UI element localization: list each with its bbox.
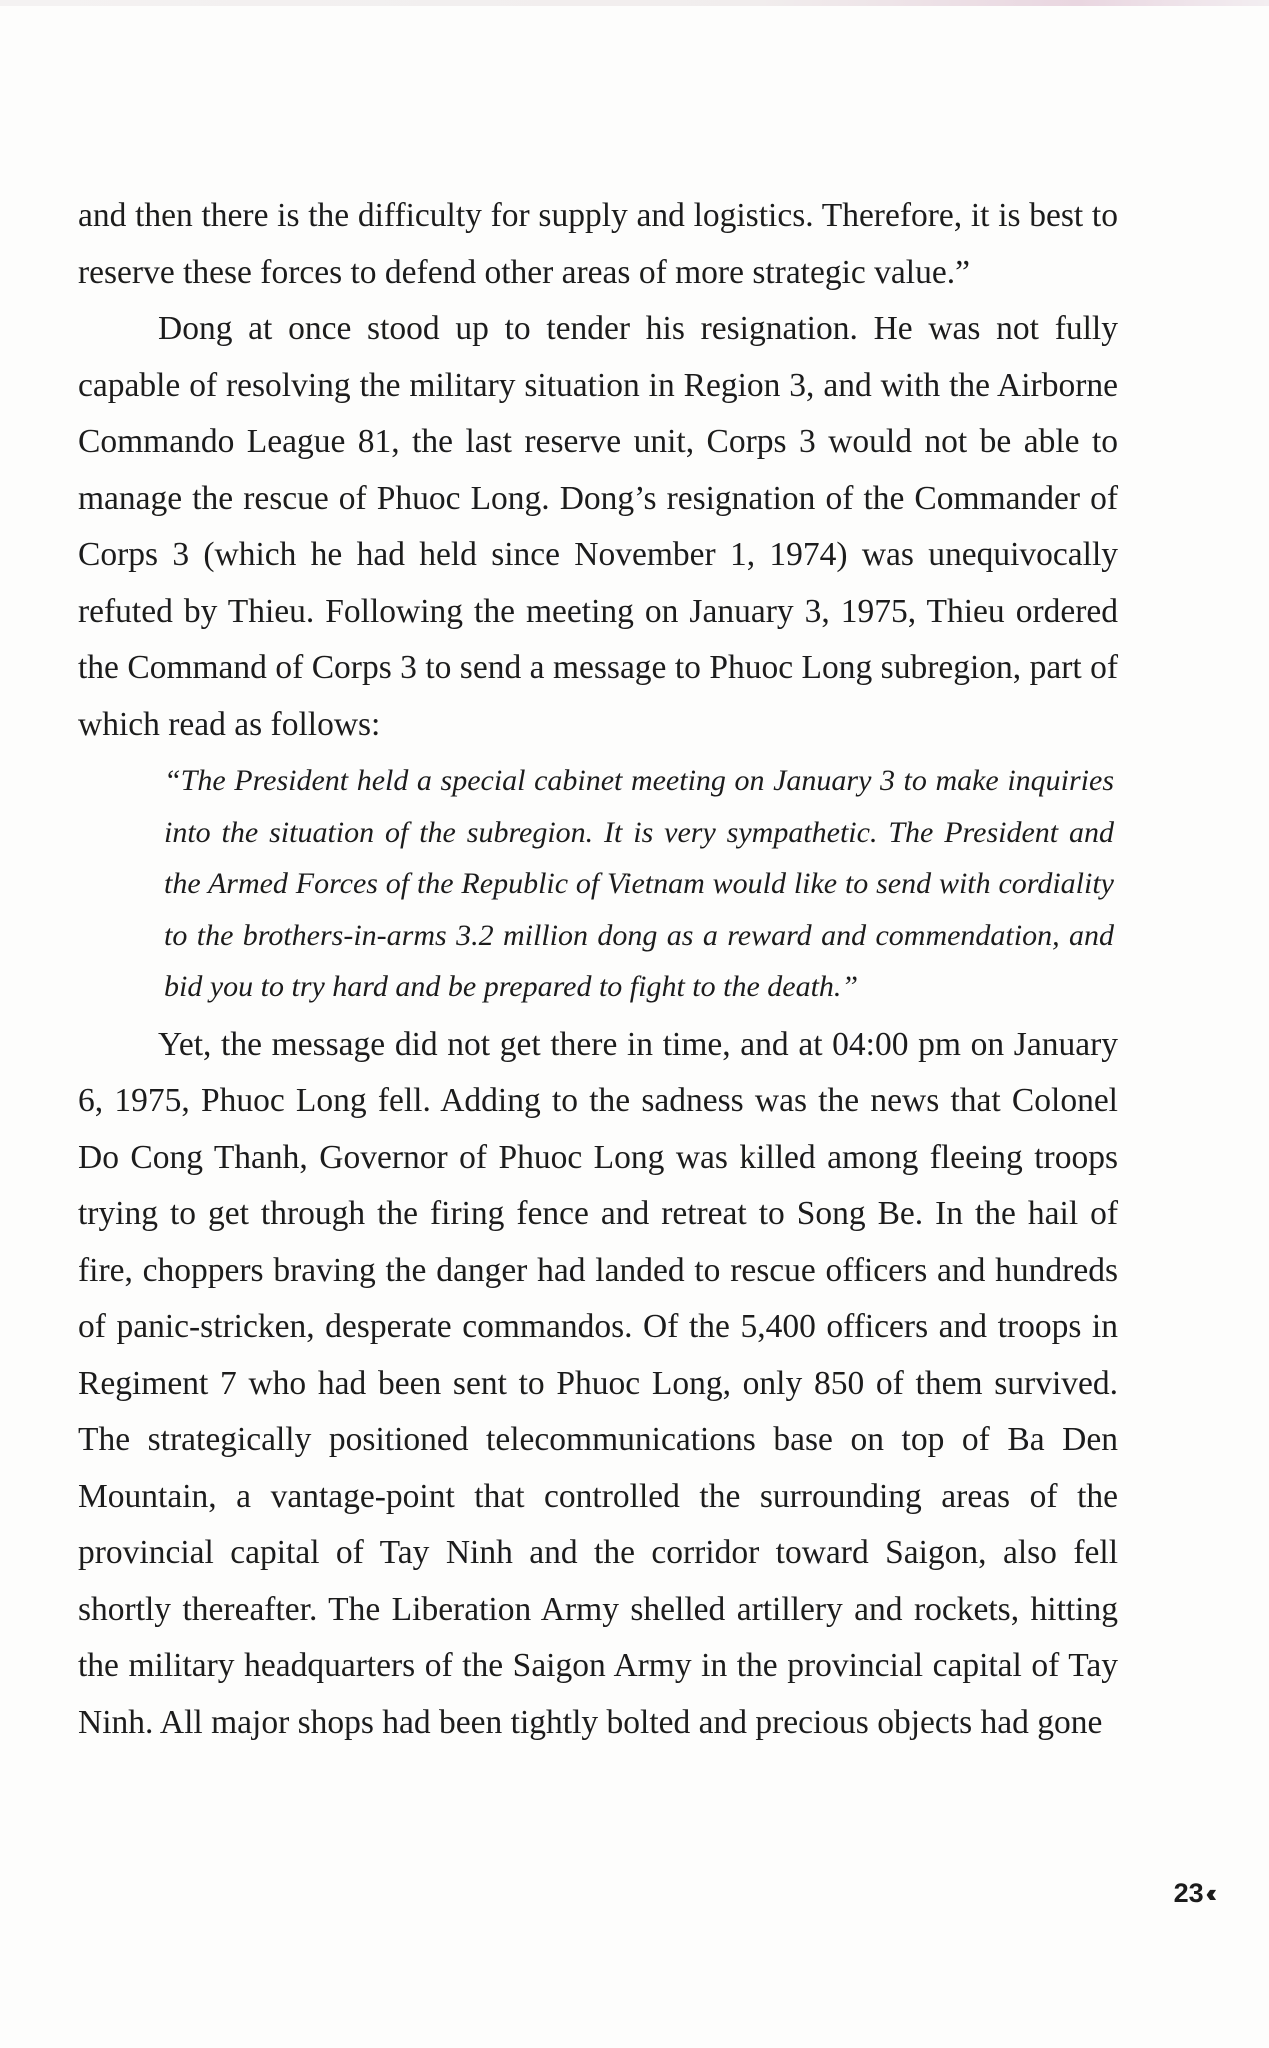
page-number xyxy=(1174,1878,1211,1909)
double-chevron-left-icon: ‹‹ xyxy=(1205,1878,1211,1908)
page-number-value: 23 xyxy=(1173,1878,1204,1908)
paragraph-continuation: and then there is the difficulty for supply and logistics. Therefore, it is best to reserve these forces to defend other areas of more strategic value.” xyxy=(78,197,1118,291)
body-text xyxy=(78,188,1118,1751)
paragraph-phuoc-long-fell xyxy=(78,1017,1118,1752)
paragraph-dong-resignation xyxy=(78,301,1118,753)
block-quote: “The President held a special cabinet meeting on January 3 to make inquiries into the situation of the subregion. It is very sympathetic. The President and the Armed Forces of the Republic of Vietnam would like to send with cordiality to the brothers-in-arms 3.2 million dong as a reward and commendation, and bid you to try hard and be prepared to fight to the death.” xyxy=(164,764,1114,1003)
paragraph-text: Yet, the message did not get there in time, and at 04:00 pm on January 6, 1975, Phuoc Long fell. Adding to the sadness was the news that Colonel Do Cong Thanh, Governor of Phuoc Long was killed among fleeing troops trying to get through the firing fence and retreat to Song Be. In the hail of fire, choppers braving the danger had landed to rescue officers and hundreds of panic-stricken, desperate commandos. Of the 5,400 officers and troops in Regiment 7 who had been sent to Phuoc Long, only 850 of them survived. The strategically positioned telecommunications base on top of Ba Den Mountain, a vantage-point that controlled the surrounding areas of the provincial capital of Tay Ninh and the corridor toward Saigon, also fell shortly thereafter. The Liberation Army shelled artillery and rockets, hitting the military headquarters of the Saigon Army in the provincial capital of Tay Ninh. All major shops had been tightly bolted and precious objects had gone xyxy=(78,1025,1118,1741)
page-top-edge xyxy=(0,0,1269,6)
paragraph-text: Dong at once stood up to tender his resignation. He was not fully capable of resolving the military situation in Region 3, and with the Airborne Commando League 81, the last reserve unit, Corps 3 would not be able to manage the rescue of Phuoc Long. Dong’s resignation of the Commander of Corps 3 (which he had held since November 1, 1974) was unequivocally refuted by Thieu. Following the meeting on January 3, 1975, Thieu ordered the Command of Corps 3 to send a message to Phuoc Long subregion, part of which read as follows: xyxy=(78,310,1118,743)
